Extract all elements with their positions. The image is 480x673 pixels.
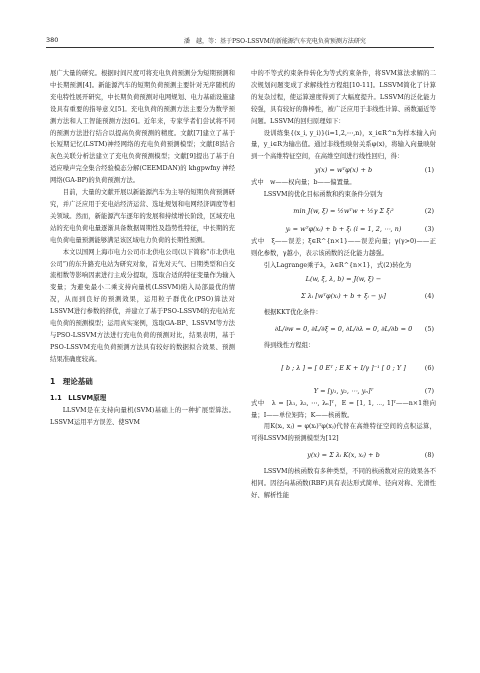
equation-body: y(x) = Σ λᵢ K(x, xᵢ) + b [307, 451, 380, 460]
equation-2 [251, 201, 436, 222]
equation-7 [251, 384, 436, 398]
equation-body: min J(w, ξ) = ½wᵀw + ½γ Σ ξᵢ² [293, 207, 394, 216]
equation-number: (8) [424, 451, 434, 460]
equation-4-line2 [251, 286, 436, 307]
paragraph: 目前，大量的文献开展以新能源汽车为主导的短期负荷预测研究，并广泛应用于充电站经济运营、选址规划和电网经济调度等相关领域。然而，新能源汽车逐年的发展和持续增长阶段，区域充电站的充电负荷电量逐渐具备数据周期性及趋势性特征，中长期的充电负荷电量预测能够满足该区域电力负荷的长期性预测。 [50, 189, 235, 244]
paragraph: 根据KKT优化条件： [263, 308, 322, 316]
equation-body: yᵢ = wᵀφ(xᵢ) + b + ξᵢ (i = 1, 2, ⋯, n) [285, 225, 402, 234]
equation-6 [251, 352, 436, 384]
equation-number: (3) [424, 225, 434, 234]
paragraph: 展广大量的研究。根据时间尺度可将充电负荷预测分为短期预测和中长期预测[4]。新能源汽车的短期负荷预测主要针对无序随机的充电特性展开研究，中长期负荷预测对电网规划、电力基础设施建设具有重要的指导意义[5]。充电负荷的预测方法主要分为数学预测方法和人工智能预测方法[6]。近年来，专家学者们尝试将不同的预测方法进行结合以提高负荷预测的精度。文献[7]建立了基于长短期记忆(LSTM)神经网络的充电负荷预测模型；文献[8]结合灰色关联分析法建立了充电负荷预测模型；文献[9]提出了基于自适应噪声完全集合经验模态分解(CEEMDAN)的 khgpwfny 神经网络(GA-BP)的负荷预测方法。 [50, 70, 235, 185]
paragraph: 得到线性方程组： [263, 341, 315, 349]
header-rule [46, 47, 434, 48]
paragraph: 本文以国网上海市电力公司市北供电公司(以下简称“市北供电公司”)的东升路充电站为研究对象，首先对天气、日期类型和自交流相数等影响因素进行主成分提取，选取合适的特征变量作为输入变量；为避免最小二乘支持向量机(LSSVM)陷入局部最优的情况，从而到良好的预测效果，运用粒子群优化(PSO)算法对LSSVM进行参数的择优，并建立了基于PSO-LSSVM的充电站充电负荷的预测模型；运用真实案例，选取GA-BP、LSSVM等方法与PSO-LSSVM方法进行充电负荷的预测对比，结果表明，基于PSO-LSSVM充电负荷预测方法具有较好的数据拟合效果、预测结果准确度较高。 [50, 248, 235, 363]
running-title: 潘 越，等：基于PSO-LSSVM的新能源汽车充电负荷预测方法研究 [184, 38, 366, 45]
paragraph: LSSVM的核函数有多种类型，不同的核函数对应的效果各不相同。因径向基函数(RBF)具有表达形式简单、径向对称、光滑性好、解析性能 [251, 468, 436, 500]
right-column [251, 68, 436, 502]
paragraph: LLSVM是在支持向量机(SVM)基础上的一种扩展型算法。LSSVM运用平方误差、使SVM [50, 407, 235, 427]
paragraph: 中的不等式约束条件转化为等式约束条件，将SVM算法求解的二次规划问题变成了求解线性方程组[10-11]。LSSVM简化了计算的复杂过程，使运算速度得到了大幅度提升。LSSVM的泛化能力较强，具有较好的鲁棒性，被广泛应用于非线性计算、函数逼近等问题。LSSVM的回归原理如下： [251, 70, 436, 125]
equation-1 [251, 163, 436, 177]
equation-number: (2) [424, 207, 434, 216]
page-number: 380 [46, 36, 59, 44]
paragraph: 引入Lagrange乘子λ，λ∈R^{n×1}，式(2)转化为 [263, 261, 412, 269]
definition: 式中 λ = [λ₁, λ₂, ⋯, λₙ]ᵀ，E = [1, 1, ⋯, 1]ᵀ——n×1维向量；I——单位矩阵；K——核函数。 [251, 399, 436, 419]
section-heading: 1 理论基础 [50, 376, 93, 386]
definition: 式中 w——权向量；b——偏置量。 [251, 179, 356, 187]
equation-body: Y = [y₁, y₂, ⋯, yₙ]ᵀ [313, 386, 374, 395]
equation-body: y(x) = wᵀφ(x) + b [314, 166, 373, 175]
left-column [50, 68, 235, 429]
equation-8 [251, 445, 436, 466]
equation-body: [ b ; λ ] = [ 0 Eᵀ ; E K + I/γ ]⁻¹ [ 0 ; Y ] [281, 363, 406, 372]
equation-number: (7) [424, 386, 434, 395]
running-header [46, 34, 434, 48]
equation-body: Σ λᵢ [wᵀφ(xᵢ) + b + ξᵢ − yᵢ] [301, 291, 386, 300]
subsection-heading: 1.1 LLSVM原理 [50, 393, 107, 402]
equation-number: (6) [424, 363, 434, 372]
equation-number: (1) [424, 166, 434, 175]
equation-3 [251, 222, 436, 236]
equation-number: (4) [424, 291, 434, 300]
equation-body: ∂L/∂w = 0, ∂L/∂ξ = 0, ∂L/∂λ = 0, ∂L/∂b = 0 [274, 324, 413, 333]
equation-body: L(w, ξ, λ, b) = J(w, ξ) − [305, 274, 382, 283]
definition: 式中 ξ——误差；ξ∈R^{n×1}——误差向量；γ(γ>0)——正则化参数，γ越小，表示该函数的泛化能力越强。 [251, 238, 436, 257]
equation-4-line1 [251, 272, 436, 286]
paragraph: 设训练集{(x_i, y_i)}(i=1,2,⋯,n)，x_i∈R^n为样本输入向量，y_i∈R为输出值。通过非线性映射关系φ(x)，将输入向量映射到一个高维特征空间，在高维空间进行线性回归，得： [251, 129, 436, 161]
paragraph: LSSVM的优化目标函数和约束条件分别为 [263, 191, 383, 199]
paragraph: 用K(xᵢ, xⱼ) = φ(xᵢ)ᵀφ(xⱼ)代替在高维特征空间的点积运算，可得LSSVM的预测模型为[12] [251, 423, 436, 443]
equation-number: (5) [424, 324, 434, 333]
equation-5 [251, 319, 436, 340]
